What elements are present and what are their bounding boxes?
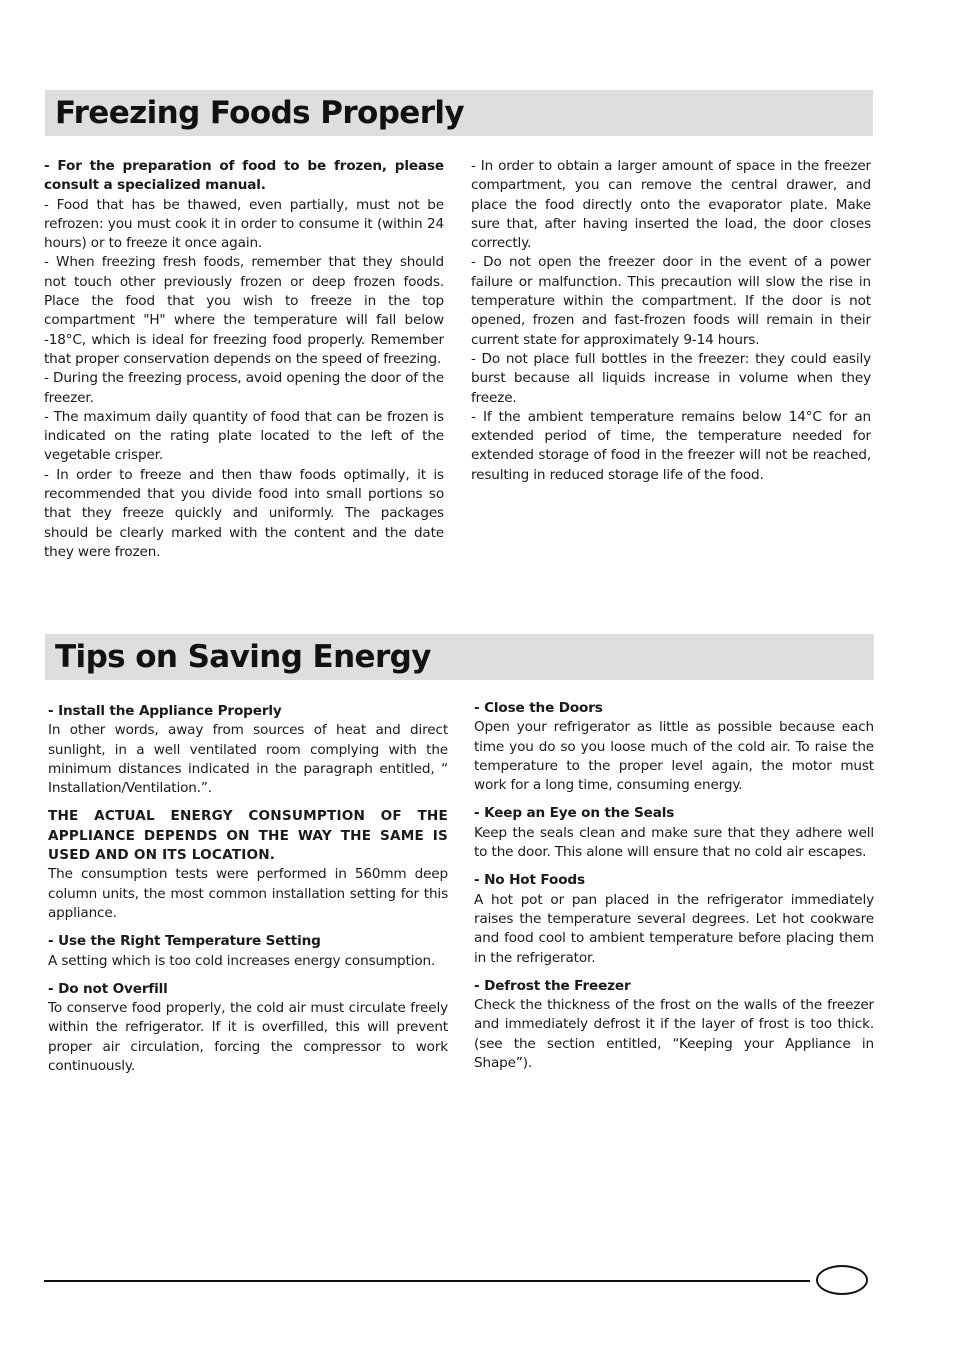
freezing-paragraph: - During the freezing process, avoid opening the door of the freezer. (44, 370, 444, 406)
freezing-paragraph: - When freezing fresh foods, remember that they should not touch other previously frozen or deep frozen foods. Place the food that you wish to freeze in the top compartment "H" where the temperature will fall below -18°C, which is ideal for freezing food properly. Remember that proper conservation depends on the speed of freezing. (44, 254, 444, 367)
tip-heading: - Do not Overfill (48, 980, 168, 997)
tip-heading: - Keep an Eye on the Seals (474, 805, 675, 822)
freezing-paragraph: - In order to freeze and then thaw foods optimally, it is recommended that you divide food into small portions so that they freeze quickly and uniformly. The packages should be clearly marked with the content and the date they were frozen. (44, 466, 444, 560)
page-number-oval (816, 1265, 868, 1295)
freezing-paragraph: - Do not open the freezer door in the event of a power failure or malfunction. This precaution will slow the rise in temperature within the compartment. If the door is not opened, frozen and fast-frozen foods will remain in their current state for approximately 9-14 hours. (471, 254, 871, 348)
tip-heading: - No Hot Foods (474, 872, 585, 889)
footer-rule (44, 1280, 810, 1282)
tip-body: To conserve food properly, the cold air must circulate freely within the refrigerator. If it is overfilled, this will prevent proper air circulation, forcing the compressor to work continuously. (48, 1000, 448, 1075)
tip-body: Keep the seals clean and make sure that they adhere well to the door. This alone will ensure that no cold air escapes. (474, 824, 874, 861)
tip-body: Open your refrigerator as little as possible because each time you do so you loose much of the cold air. To raise the temperature to the proper level again, the motor must work for a long time, consuming energy. (474, 719, 874, 794)
tip-body: Check the thickness of the frost on the walls of the freezer and immediately defrost it if the layer of frost is too thick. (see the section entitled, “Keeping your Appliance in Shape”). (474, 997, 874, 1072)
freezing-paragraph: - Food that has be thawed, even partially, must not be refrozen: you must cook it in order to consume it (within 24 hours) or to freeze it once again. (44, 196, 444, 252)
energy-right-column (474, 699, 874, 1073)
section-banner-energy (45, 634, 874, 680)
energy-left-column (48, 702, 448, 1076)
tip-body: In other words, away from sources of heat and direct sunlight, in a well ventilated room complying with the minimum distances indicated in the paragraph entitled, “ Installation/Ventilation.”. (48, 722, 448, 797)
tip-heading: - Use the Right Temperature Setting (48, 933, 321, 950)
tip-heading: THE ACTUAL ENERGY CONSUMPTION OF THE APPLIANCE DEPENDS ON THE WAY THE SAME IS USED AND ON ITS LOCATION. (48, 808, 448, 864)
freezing-right-column (471, 157, 871, 485)
section-title-freezing: Freezing Foods Properly (55, 95, 465, 131)
section-banner-freezing (45, 90, 873, 136)
tip-heading: - Close the Doors (474, 700, 603, 716)
tip-body: A hot pot or pan placed in the refrigerator immediately raises the temperature several degrees. Let hot cookware and food cool to ambient temperature before placing them in the refrigerator. (474, 891, 874, 966)
freezing-paragraph: - The maximum daily quantity of food that can be frozen is indicated on the rating plate located to the left of the vegetable crisper. (44, 408, 444, 464)
freezing-paragraph: - If the ambient temperature remains below 14°C for an extended period of time, the temperature needed for extended storage of food in the freezer will not be reached, resulting in reduced storage life of the food. (471, 408, 871, 483)
freezing-paragraph: - In order to obtain a larger amount of space in the freezer compartment, you can remove the central drawer, and place the food directly onto the evaporator plate. Make sure that, after having inserted the load, the door closes correctly. (471, 158, 871, 252)
freezing-left-column (44, 157, 444, 562)
tip-body: A setting which is too cold increases energy consumption. (48, 952, 436, 969)
freezing-paragraph: - For the preparation of food to be frozen, please consult a specialized manual. (44, 158, 444, 194)
tip-heading: - Install the Appliance Properly (48, 703, 282, 719)
freezing-paragraph: - Do not place full bottles in the freezer: they could easily burst because all liquids increase in volume when they freeze. (471, 350, 871, 406)
section-title-energy: Tips on Saving Energy (55, 639, 431, 675)
tip-body: The consumption tests were performed in 560mm deep column units, the most common installation setting for this appliance. (48, 866, 448, 921)
tip-heading: - Defrost the Freezer (474, 977, 631, 994)
